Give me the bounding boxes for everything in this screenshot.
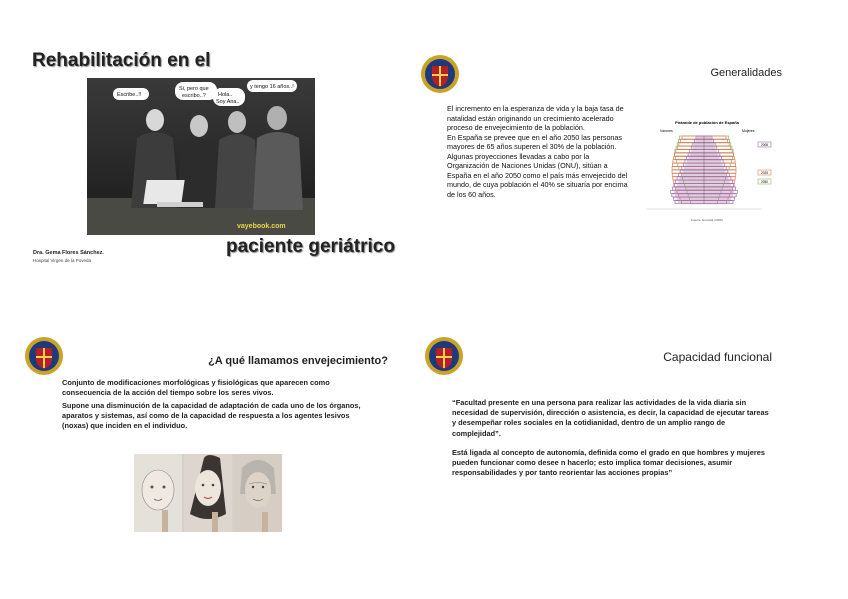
bubble-4: y tengo 16 años..! [250,84,294,90]
university-seal-icon [424,336,464,376]
university-seal-icon [420,54,460,94]
slide-body [452,398,772,488]
slide-generalidades [420,40,830,285]
paragraph-2: Está ligada al concepto de autonomía, definida como el grado en que hombres y mujeres pueden funcionar como desee n hacerlo; esto implica tomar decisiones, asumir responsabilidades y por tanto reorientar las acciones propias” [452,447,765,478]
paragraph-1: “Facultad presente en una persona para realizar las actividades de la vida diaria sin necesidad de supervisión, dirección o asistencia, es decir, la capacidad de ejecutar tareas y desempeñar roles sociales en la cotidianidad, dentro de un amplio rango de complejidad”. [452,398,769,438]
photo-watermark: vayebook.com [237,223,286,230]
legend-2050: 2050 [760,180,769,184]
year-legend [758,142,771,184]
chart-source: Fuente: Eurostat (2008) [691,218,723,222]
slide-title-line2: paciente geriátrico [226,236,395,257]
bubble-2b: escribo..? [182,93,206,99]
legend-2008: 2008 [760,143,769,147]
author-name: Dra. Gema Flores Sánchez. [33,250,104,256]
chart-right-label: Mujeres [742,129,755,133]
aging-faces-illustration [134,454,282,532]
bubble-1: Escribe..!! [117,92,142,98]
grandmothers-laptop-photo [87,78,315,235]
paragraph-2: En España se prevee que en el año 2050 las personas mayores de 65 años superen el 30% de la población. Algunas proyecciones llevadas a cabo por la Organización de Naciones Unidas (ONU), sitúan a España en el año 2050 como el país más envejecido del mundo, de cuya población el 40% se situaría por encima de los 60 años. [447,132,628,199]
slide-title-line1: Rehabilitación en el [32,50,211,71]
hospital-name: Hospital Virgen de la Poveda [33,258,91,263]
slide-envejecimiento [20,330,410,560]
bubble-3b: Soy Ana.. [216,99,240,105]
slide-heading: Generalidades [710,67,782,79]
slide-heading: Capacidad funcional [663,350,772,364]
population-pyramid-chart [632,118,782,228]
chart-title: Pirámide de población de España [675,120,739,125]
paragraph-1: Conjunto de modificaciones morfológicas y fisiológicas que aparecen como consecuencia de la acción del tiempo sobre los seres vivos. [62,378,330,397]
slide-rehabilitacion [20,40,410,285]
slide-body [447,104,629,199]
bubble-3: Hola.. [218,92,233,98]
slide-capacidad-funcional [420,330,830,560]
paragraph-1: El incremento en la esperanza de vida y la baja tasa de natalidad están originando un crecimiento acelerado proceso de envejecimiento de la población. [447,104,624,132]
legend-2025: 2025 [760,171,769,175]
chart-left-label: Varones [660,129,673,133]
slide-heading: ¿A qué llamamos envejecimiento? [208,355,388,367]
slide-body [62,378,362,434]
pyramid-bars [671,136,738,204]
bubble-2: Si, pero que [179,86,209,92]
paragraph-2: Supone una disminución de la capacidad de adaptación de cada uno de los órganos, aparatos y sistemas, así como de la capacidad de respuesta a los agentes lesivos (noxas) que inciden en el individuo. [62,400,361,430]
university-seal-icon [24,336,64,376]
